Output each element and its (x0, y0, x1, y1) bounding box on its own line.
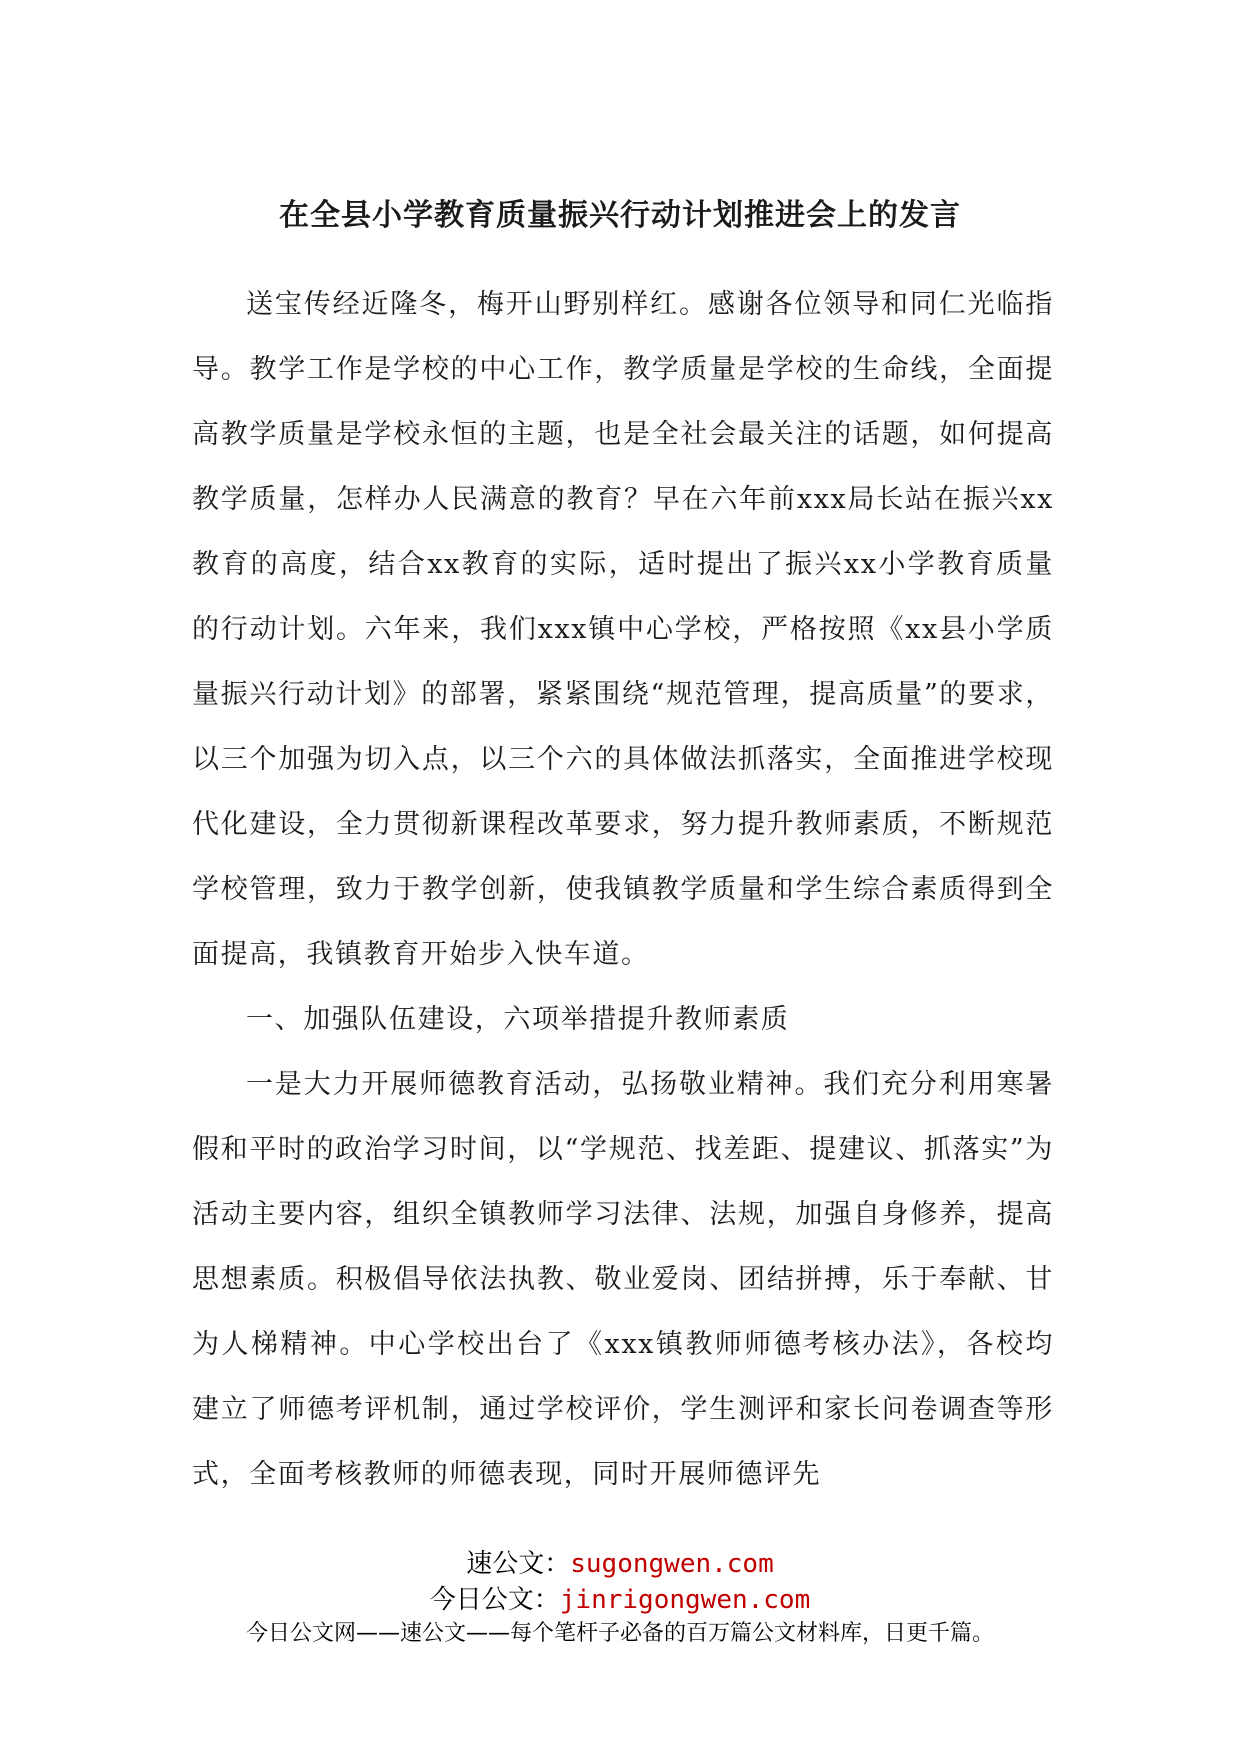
footer-sugongwen-label: 速公文： (466, 1549, 571, 1579)
footer-jinrigongwen-link[interactable]: jinrigongwen.com (559, 1585, 811, 1615)
footer-jinrigongwen-label: 今日公文： (429, 1585, 560, 1615)
footer-sugongwen-link[interactable]: sugongwen.com (570, 1549, 774, 1579)
footer-tagline: 今日公文网——速公文——每个笔杆子必备的百万篇公文材料库，日更千篇。 (245, 1621, 994, 1646)
section-heading: 一、加强队伍建设，六项举措提升教师素质 (246, 1004, 790, 1035)
paragraph-intro: 送宝传经近隆冬，梅开山野别样红。感谢各位领导和同仁光临指导。教学工作是学校的中心工作，教学质量是学校的生命线，全面提高教学质量是学校永恒的主题，也是全社会最关注的话题，如何提高教学质量，怎样办人民满意的教育？早在六年前xxx局长站在振兴xx教育的高度，结合xx教育的实际，适时提出了振兴xx小学教育质量的行动计划。六年来，我们xxx镇中心学校，严格按照《xx县小学质量振兴行动计划》的部署，紧紧围绕“规范管理，提高质量”的要求，以三个加强为切入点，以三个六的具体做法抓落实，全面推进学校现代化建设，全力贯彻新课程改革要求，努力提升教师素质，不断规范学校管理，致力于教学创新，使我镇教学质量和学生综合素质得到全面提高，我镇教育开始步入快车道。 (192, 289, 1054, 970)
footer-jinrigongwen (0, 1583, 1240, 1617)
document-body (192, 272, 1054, 1507)
document-title: 在全县小学教育质量振兴行动计划推进会上的发言 (279, 198, 961, 233)
footer-sugongwen (0, 1547, 1240, 1581)
paragraph-teacher-ethics: 一是大力开展师德教育活动，弘扬敬业精神。我们充分利用寒暑假和平时的政治学习时间，以“学规范、找差距、提建议、抓落实”为活动主要内容，组织全镇教师学习法律、法规，加强自身修养，提高思想素质。积极倡导依法执教、敬业爱岗、团结拼搏，乐于奉献、甘为人梯精神。中心学校出台了《xxx镇教师师德考核办法》，各校均建立了师德考评机制，通过学校评价，学生测评和家长问卷调查等形式，全面考核教师的师德表现，同时开展师德评先 (192, 1069, 1054, 1490)
